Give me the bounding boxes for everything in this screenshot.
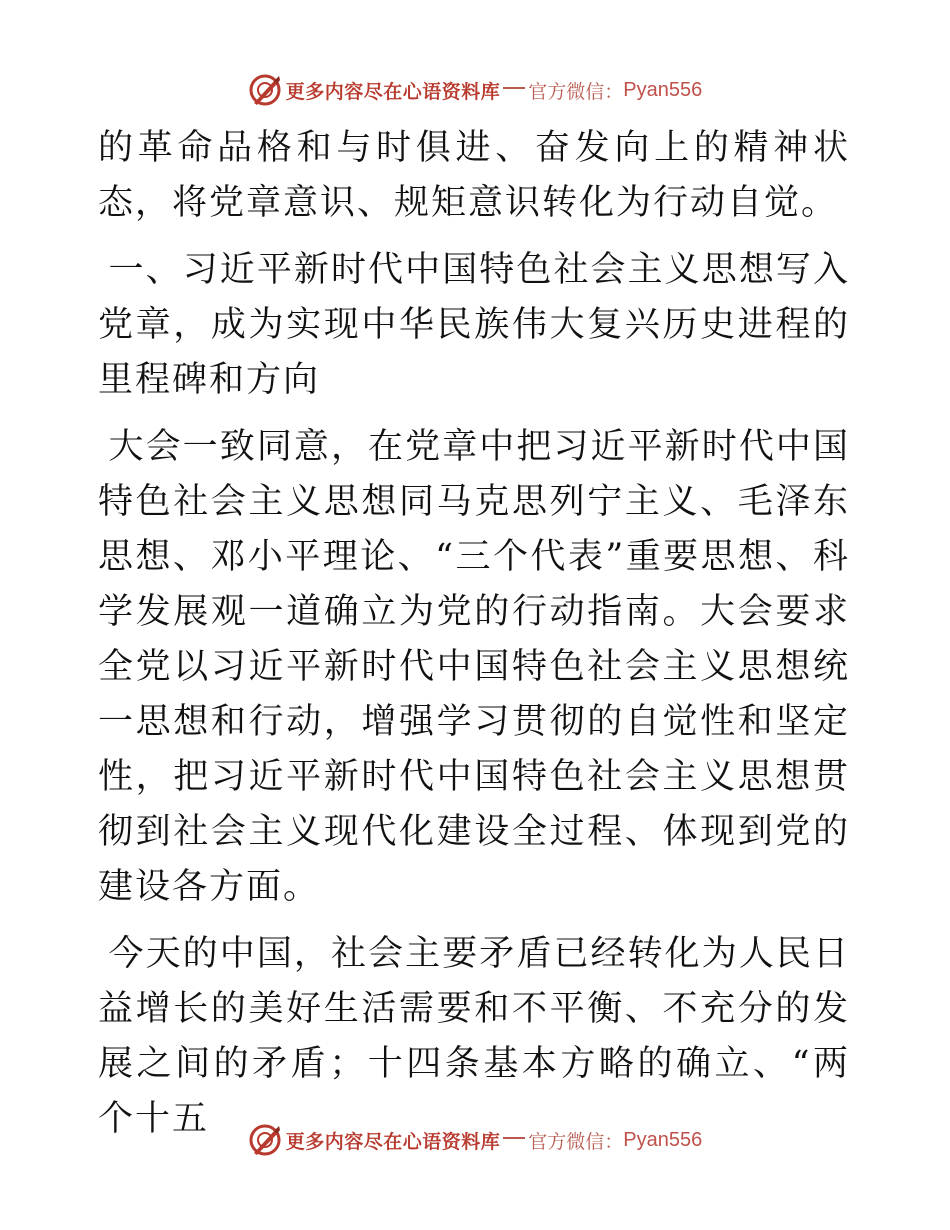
banner-text: 更多内容尽在心语资料库 xyxy=(285,80,501,103)
wechat-id: Pyan556 xyxy=(623,1128,703,1151)
footer-watermark-banner xyxy=(0,1120,950,1160)
document-body xyxy=(98,121,850,1159)
header-watermark-banner xyxy=(0,70,950,110)
banner-divider xyxy=(503,1137,525,1139)
wechat-label: 官方微信： xyxy=(528,1130,624,1153)
paragraph-body: 今天的中国，社会主要矛盾已经转化为人民日益增长的美好生活需要和不平衡、不充分的发展之间的矛盾；十四条基本方略的确立、“两个十五 xyxy=(98,934,850,1139)
quill-logo-icon xyxy=(248,73,282,107)
quill-logo-icon xyxy=(248,1123,282,1157)
wechat-label: 官方微信： xyxy=(528,80,624,103)
banner-divider xyxy=(503,87,525,89)
wechat-id: Pyan556 xyxy=(623,78,703,101)
paragraph-continuation: 的革命品格和与时俱进、奋发向上的精神状态，将党章意识、规矩意识转化为行动自觉。 xyxy=(98,128,850,223)
paragraph-body: 大会一致同意，在党章中把习近平新时代中国特色社会主义思想同马克思列宁主义、毛泽东思想、邓小平理论、“三个代表”重要思想、科学发展观一道确立为党的行动指南。大会要求全党以习近平新时代中国特色社会主义思想统一思想和行动，增强学习贯彻的自觉性和坚定性，把习近平新时代中国特色社会主义思想贯彻到社会主义现代化建设全过程、体现到党的建设各方面。 xyxy=(98,427,850,907)
section-heading: 一、习近平新时代中国特色社会主义思想写入党章，成为实现中华民族伟大复兴历史进程的里程碑和方向 xyxy=(98,250,850,400)
banner-text: 更多内容尽在心语资料库 xyxy=(285,1130,501,1153)
